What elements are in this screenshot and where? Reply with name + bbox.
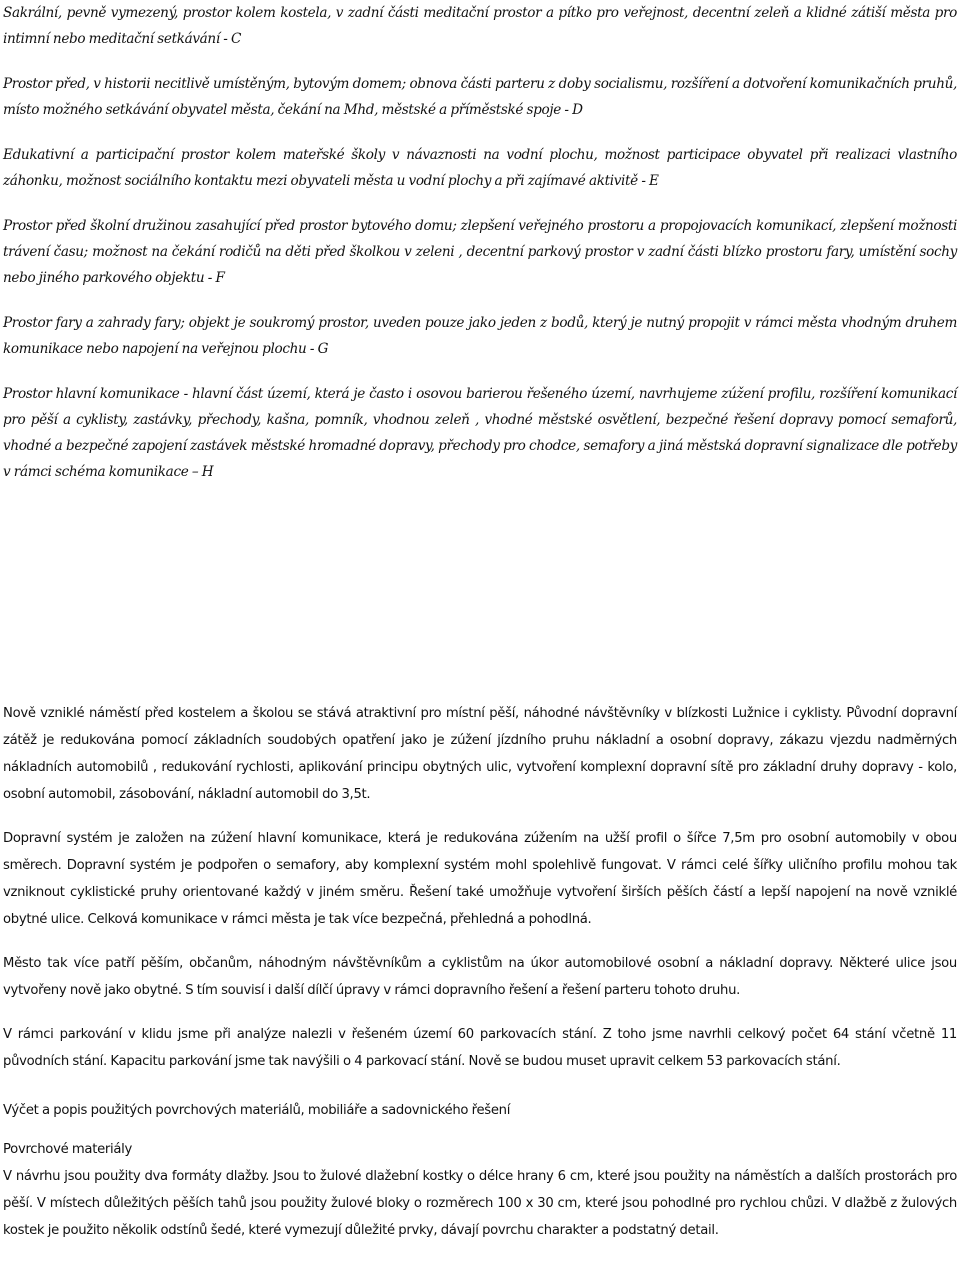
zone-h-description: Prostor hlavní komunikace - hlavní část území, která je často i osovou barierou řešeného území, navrhujeme zúžení profilu, rozšíření komunikací pro pěší a cyklisty, zastávky, přechody, kašna, pomník, vhodnou zeleň , vhodné městské osvětlení, bezpečné řešení dopravy pomocí semaforů, vhodné a bezpečné zapojení zastávek městské hromadné dopravy, přechody pro chodce, semafory a jiná městská dopravní signalizace dle potřeby v rámci schéma komunikace – H — [3, 386, 957, 480]
pedestrians-paragraph: Město tak více patří pěším, občanům, náhodným návštěvníkům a cyklistům na úkor automobilové osobní a nákladní dopravy. Některé ulice jsou vytvořeny nově jako obytné. S tím souvisí i další dílčí úpravy v rámci dopravního řešení a řešení parteru tohoto druhu. — [3, 956, 957, 998]
zone-e-description: Edukativní a participační prostor kolem mateřské školy v návaznosti na vodní plochu, možnost participace obyvatel při realizaci vlastního záhonku, možnost sociálního kontaktu mezi obyvateli města u vodní plochy a při zajímavé aktivitě - E — [3, 147, 957, 189]
paving-paragraph: V návrhu jsou použity dva formáty dlažby. Jsou to žulové dlažební kostky o délce hrany 6 cm, které jsou použity na náměstích a dalších prostorách pro pěší. V místech důležitých pěších tahů jsou použity žulové bloky o rozměrech 100 x 30 cm, které jsou pohodlné pro rychlou chůzi. V dlažbě z žulových kostek je použito několik odstínů šedé, které vymezují důležité prvky, dávají povrchu charakter a podstatný detail. — [3, 1169, 957, 1238]
zone-g-description: Prostor fary a zahrady fary; objekt je soukromý prostor, uveden pouze jako jeden z bodů, který je nutný propojit v rámci města vhodným druhem komunikace nebo napojení na veřejnou plochu - G — [3, 315, 957, 357]
zone-f-description: Prostor před školní družinou zasahující před prostor bytového domu; zlepšení veřejného prostoru a propojovacích komunikací, zlepšení možnosti trávení času; možnost na čekání rodičů na děti před školkou v zeleni , decentní parkový prostor v zadní části blízko prostoru fary, umístění sochy nebo jiného parkového objektu - F — [3, 218, 957, 286]
zone-d-description: Prostor před, v historii necitlivě umístěným, bytovým domem; obnova části parteru z doby socialismu, rozšíření a dotvoření komunikačních pruhů, místo možného setkávání obyvatel města, čekání na Mhd, městské a příměstské spoje - D — [3, 76, 957, 118]
square-paragraph: Nově vzniklé náměstí před kostelem a školou se stává atraktivní pro místní pěší, náhodné návštěvníky v blízkosti Lužnice i cyklisty. Původní dopravní zátěž je redukována pomocí základních soudobých opatření jako je zúžení jízdního pruhu nákladní a osobní dopravy, zákazu vjezdu nadměrných nákladních automobilů , redukování rychlosti, aplikování principu obytných ulic, vytvoření komplexní dopravní sítě pro základní druhy dopravy - kolo, osobní automobil, zásobování, nákladní automobil do 3,5t. — [3, 706, 957, 802]
traffic-system-paragraph: Dopravní systém je založen na zúžení hlavní komunikace, která je redukována zúžením na užší profil o šířce 7,5m pro osobní automobily v obou směrech. Dopravní systém je podpořen o semafory, aby komplexní systém mohl spolehlivě fungovat. V rámci celé šířky uličního profilu mohou tak vzniknout cyklistické pruhy orientované každý v jiném směru. Řešení také umožňuje vytvoření širších pěších částí a lepší napojení na nově vzniklé obytné ulice. Celková komunikace v rámci města je tak více bezpečná, přehledná a pohodlná. — [3, 831, 957, 927]
italic-zone-descriptions — [3, 0, 957, 504]
traffic-description-block — [3, 700, 957, 1261]
zone-c-description: Sakrální, pevně vymezený, prostor kolem kostela, v zadní části meditační prostor a pítko pro veřejnost, decentní zeleň a klidné zátiší města pro intimní nebo meditační setkávání - C — [3, 5, 957, 47]
section-title: Výčet a popis použitých povrchových materiálů, mobiliáře a sadovnického řešení — [3, 1103, 511, 1118]
parking-paragraph: V rámci parkování v klidu jsme při analýze nalezli v řešeném území 60 parkovacích stání. Z toho jsme navrhli celkový počet 64 stání včetně 11 původních stání. Kapacitu parkování jsme tak navýšili o 4 parkovací stání. Nově se budou muset upravit celkem 53 parkovacích stání. — [3, 1027, 957, 1069]
subheading-surface-materials: Povrchové materiály — [3, 1142, 133, 1157]
